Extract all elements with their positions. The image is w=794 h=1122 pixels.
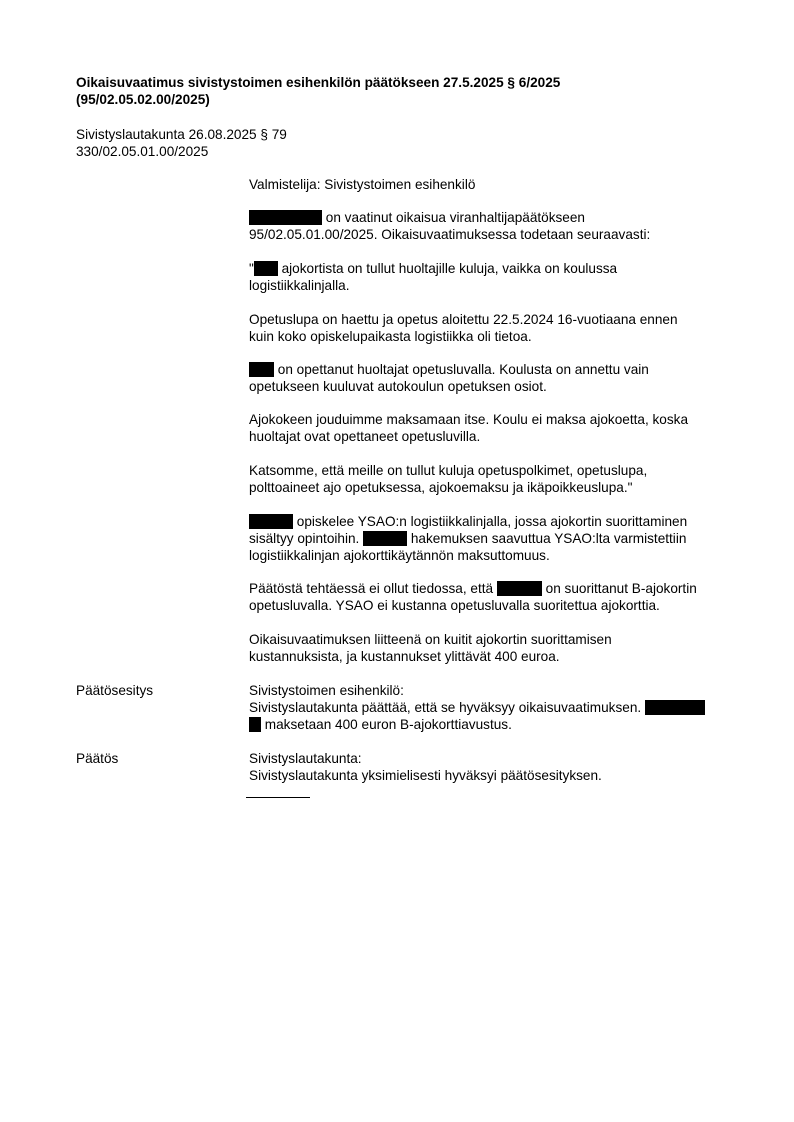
preparer-line [249,176,739,193]
paragraph-quote-2: Opetuslupa on haettu ja opetus aloitettu 22.5.2024 16-vuotiaana ennen kuin koko opiskelupaikasta logistiikka oli tietoa. [249,312,678,344]
title-line-1: Oikaisuvaatimus sivistystoimen esihenkilön päätökseen 27.5.2025 § 6/2025 [76,75,561,90]
paragraph-quote-3: on opettanut huoltajat opetusluvalla. Koulusta on annettu vain opetukseen kuuluvat autokoulun opetuksen osiot. [249,362,649,394]
redaction-block [497,581,542,596]
paragraph-ysao: opiskelee YSAO:n logistiikkalinjalla, jossa ajokortin suorittaminen sisältyy opintoihin. hakemuksen saavuttua YSAO:lta varmistettiin logistiikkalinjan ajokorttikäytännön maksuttomuus. [249,514,688,563]
proposal-text: Sivistystoimen esihenkilö: Sivistyslautakunta päättää, että se hyväksyy oikaisuvaatimuksen. maksetaan 400 euron B-ajokorttiavustus. [249,682,739,733]
paragraph-quote-1: " ajokortista on tullut huoltajille kuluja, vaikka on koulussa logistiikkalinjalla. [249,261,618,293]
proposal-label: Päätösesitys [76,683,154,698]
title-line-2: (95/02.05.02.00/2025) [76,92,210,107]
meeting-line: Sivistyslautakunta 26.08.2025 § 79 [76,127,287,142]
redaction-block [645,700,705,715]
redaction-block [249,514,293,529]
decision-label: Päätös [76,751,119,766]
decision-text: Sivistyslautakunta: Sivistyslautakunta yksimielisesti hyväksyi päätösesityksen. [249,751,602,783]
preparer-text: Valmistelija: Sivistystoimen esihenkilö [249,177,476,192]
redaction-block [254,261,278,276]
case-number: 330/02.05.01.00/2025 [76,144,209,159]
paragraph-claim: on vaatinut oikaisua viranhaltijapäätökseen 95/02.05.01.00/2025. Oikaisuvaatimuksessa todetaan seuraavasti: [249,210,651,242]
document-title [76,74,716,108]
paragraph-quote-4: Ajokokeen jouduimme maksamaan itse. Koulu ei maksa ajokoetta, koska huoltajat ovat opettaneet opetusluvilla. [249,412,689,444]
paragraph-known: Päätöstä tehtäessä ei ollut tiedossa, että on suorittanut B-ajokortin opetusluvalla. YSAO ei kustanna opetusluvalla suoritettua ajokorttia. [249,581,697,613]
paragraph-receipts: Oikaisuvaatimuksen liitteenä on kuitit ajokortin suorittamisen kustannuksista, ja kustannukset ylittävät 400 euroa. [249,632,612,664]
redaction-block [249,362,274,377]
meeting-reference [76,126,287,160]
paragraph-quote-5: Katsomme, että meille on tullut kuluja opetuspolkimet, opetuslupa, polttoaineet ajo opetuksessa, ajokoemaksu ja ikäpoikkeuslupa." [249,463,648,495]
redaction-block [363,531,407,546]
redaction-block [249,717,261,732]
redaction-block [249,210,322,225]
end-rule [246,797,310,798]
